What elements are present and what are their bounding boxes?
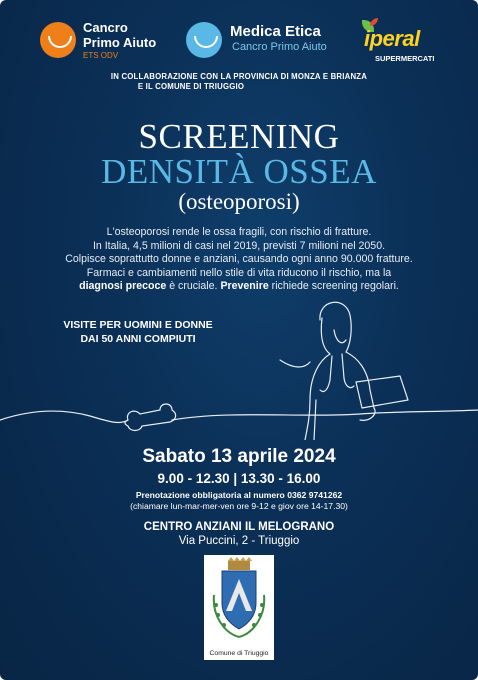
collaboration-line1: IN COLLABORAZIONE CON LA PROVINCIA DI MONZA E BRIANZA bbox=[110, 72, 368, 81]
leaf-icon bbox=[370, 18, 378, 26]
event-hours: 9.00 - 12.30 | 13.30 - 16.00 bbox=[157, 471, 321, 486]
description-line5-end: richiede screening regolari. bbox=[268, 280, 399, 293]
hands-heart-icon bbox=[40, 22, 76, 58]
triuggio-coat-of-arms-icon bbox=[204, 555, 274, 645]
medica-etica-logo bbox=[186, 20, 356, 64]
logo1-line1: Cancro bbox=[83, 20, 128, 35]
title-screening: SCREENING bbox=[138, 117, 340, 156]
venue-address: Via Puccini, 2 - Triuggio bbox=[178, 535, 300, 547]
event-date: Sabato 13 aprile 2024 bbox=[142, 446, 336, 467]
crest-label: Comune di Triuggio bbox=[209, 650, 269, 657]
bone-line-illustration bbox=[0, 380, 478, 450]
cancro-primo-aiuto-logo bbox=[40, 20, 170, 64]
comune-crest bbox=[204, 555, 274, 660]
audience-line1: VISITE PER UOMINI E DONNE bbox=[63, 319, 213, 331]
description-line5-mid: è cruciale. bbox=[166, 280, 221, 293]
description bbox=[20, 226, 458, 294]
logo2-line1: Medica Etica bbox=[230, 23, 321, 40]
iperal-tagline: SUPERMERCATI bbox=[375, 54, 435, 63]
audience-line2: DAI 50 ANNI COMPIUTI bbox=[80, 332, 196, 345]
hands-heart-icon bbox=[186, 22, 222, 58]
collaboration-line2: E IL COMUNE DI TRIUGGIO bbox=[137, 82, 245, 91]
logo1-line3: ETS ODV bbox=[83, 51, 119, 60]
title-osteoporosi: (osteoporosi) bbox=[178, 189, 300, 214]
booking-info: Prenotazione obbligatoria al numero 0362 9741262 bbox=[135, 490, 343, 500]
description-line3: Colpisce soprattutto donne e anziani, causando ogni anno 90.000 fratture. bbox=[65, 253, 413, 266]
prevenire-bold: Prevenire bbox=[220, 280, 269, 293]
audience bbox=[48, 319, 228, 346]
logo1-line2: Primo Aiuto bbox=[83, 35, 157, 50]
description-line2: In Italia, 4,5 milioni di casi nel 2019, previsti 7 milioni nel 2050. bbox=[92, 239, 386, 252]
title-densita-ossea: DENSITÀ OSSEA bbox=[101, 152, 377, 191]
description-line4: Farmaci e cambiamenti nello stile di vita riducono il rischio, ma la bbox=[86, 266, 392, 279]
logo2-line2: Cancro Primo Aiuto bbox=[232, 41, 327, 53]
diagnosi-precoce-bold: diagnosi precoce bbox=[79, 280, 167, 293]
call-hours: (chiamare lun-mar-mer-ven ore 9-12 e giov ore 14-17.30) bbox=[130, 501, 348, 511]
venue-name: CENTRO ANZIANI IL MELOGRANO bbox=[143, 521, 335, 533]
iperal-logo bbox=[360, 18, 442, 62]
description-line1: L'osteoporosi rende le ossa fragili, con rischio di fratture. bbox=[106, 226, 372, 238]
iperal-name: iperal bbox=[364, 26, 420, 51]
